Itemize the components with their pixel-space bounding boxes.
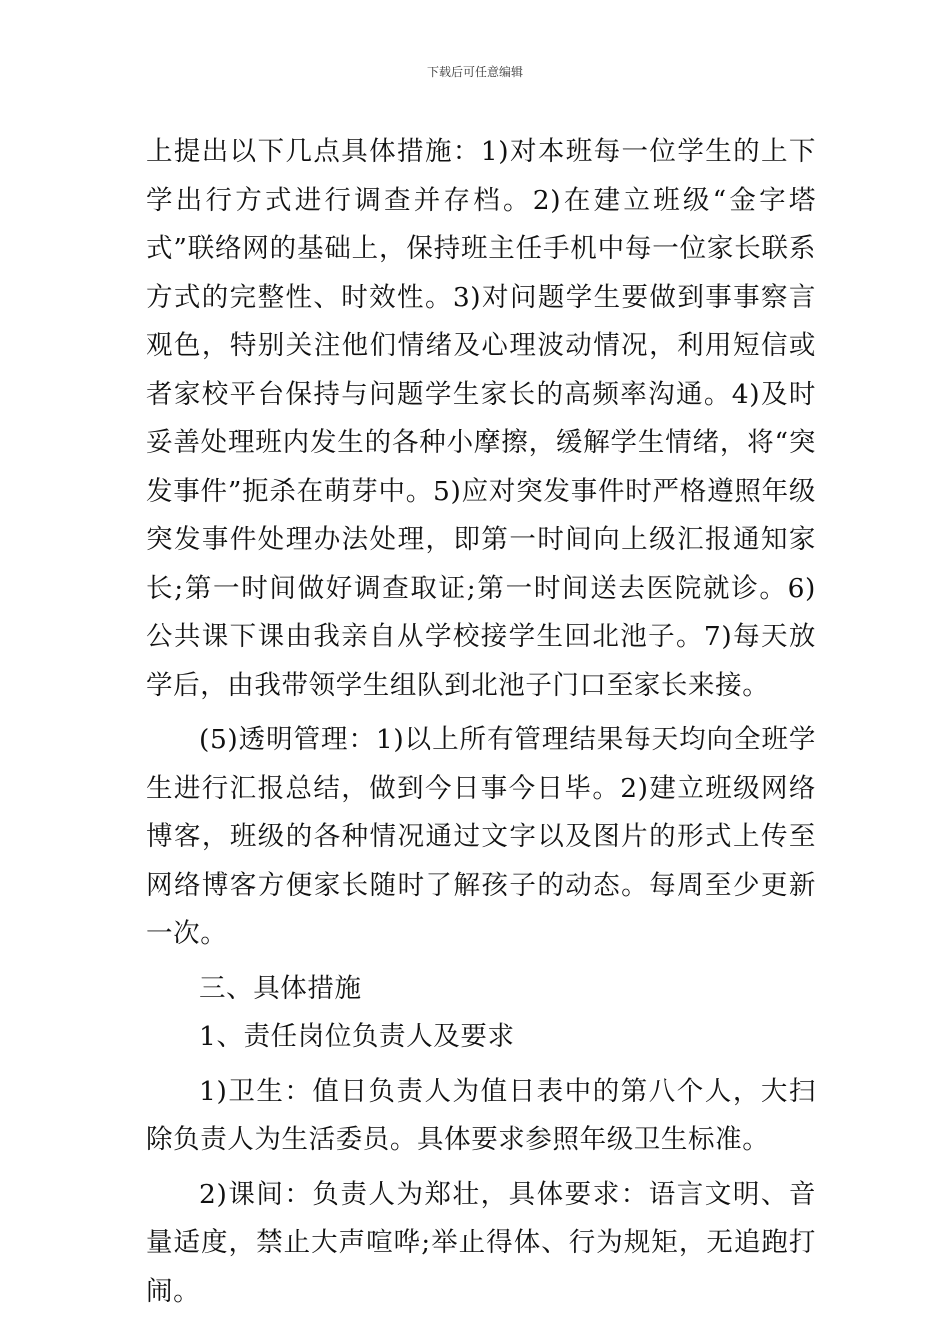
paragraph-transparent-management: (5)透明管理：1)以上所有管理结果每天均向全班学生进行汇报总结，做到今日事今日毕。2)建立班级网络博客，班级的各种情况通过文字以及图片的形式上传至网络博客方便家长随时了解孩子的动态。每周至少更新一次。 — [146, 724, 816, 949]
paragraph-measures-continued: 上提出以下几点具体措施：1)对本班每一位学生的上下学出行方式进行调查并存档。2)在建立班级“金字塔式”联络网的基础上，保持班主任手机中每一位家长联系方式的完整性、时效性。3)对问题学生要做到事事察言观色，特别关注他们情绪及心理波动情况，利用短信或者家校平台保持与问题学生家长的高频率沟通。4)及时妥善处理班内发生的各种小摩擦，缓解学生情绪，将“突发事件”扼杀在萌芽中。5)应对突发事件时严格遵照年级突发事件处理办法处理，即第一时间向上级汇报通知家长;第一时间做好调查取证;第一时间送去医院就诊。6)公共课下课由我亲自从学校接学生回北池子。7)每天放学后，由我带领学生组队到北池子门口至家长来接。 — [146, 136, 816, 701]
section-heading-specific-measures: 三、具体措施 — [199, 972, 362, 1004]
page-header-note: 下载后可任意编辑 — [426, 65, 523, 79]
document-body — [146, 128, 816, 1316]
paragraph-break-time: 2)课间：负责人为郑壮，具体要求：语言文明、音量适度，禁止大声喧哗;举止得体、行为规矩，无追跑打闹。 — [146, 1178, 816, 1307]
paragraph-hygiene: 1)卫生：值日负责人为值日表中的第八个人，大扫除负责人为生活委员。具体要求参照年级卫生标准。 — [146, 1075, 816, 1155]
subheading-responsibility: 1、责任岗位负责人及要求 — [199, 1021, 515, 1052]
